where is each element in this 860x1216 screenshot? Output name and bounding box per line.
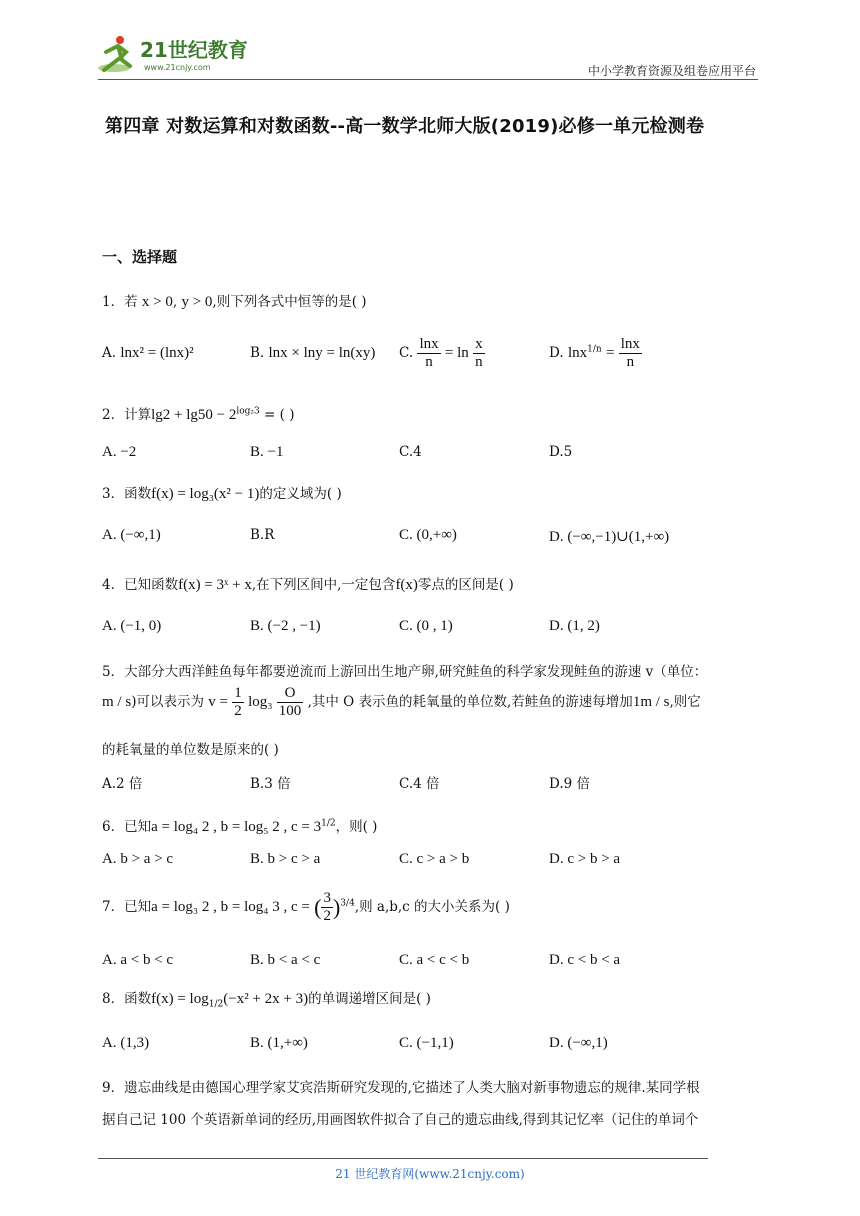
question-7-option-c: C. a < c < b bbox=[399, 952, 470, 968]
question-1-option-d: D. lnx$^{1/n}$ = $\frac{\ln x}{n}$ bbox=[549, 336, 640, 370]
section-heading: 一、选择题 bbox=[102, 248, 178, 266]
question-7-option-a: A. a < b < c bbox=[102, 952, 174, 968]
question-2-stem: 2．计算$\lg 2 + \lg 50 - 2^{log_23}$ = ( ) bbox=[102, 406, 295, 423]
question-5-option-a: A.2 倍 bbox=[102, 776, 143, 792]
question-5-option-b: B.3 倍 bbox=[250, 776, 291, 792]
question-1-option-b: B. lnx × lny = ln(xy) bbox=[250, 345, 376, 361]
question-5-line-3: 的耗氧量的单位数是原来的( ) bbox=[102, 742, 279, 758]
question-5-option-c: C.4 倍 bbox=[399, 776, 440, 792]
question-2-option-b: B. −1 bbox=[250, 444, 284, 460]
question-7-option-b: B. b < a < c bbox=[250, 952, 321, 968]
svg-text:www.21cnjy.com: www.21cnjy.com bbox=[144, 63, 211, 72]
footer-link[interactable]: 21 世纪教育网(www.21cnjy.com) bbox=[335, 1167, 525, 1181]
question-3-option-c: C. (0,+∞) bbox=[399, 527, 457, 543]
logo-graphic bbox=[92, 30, 262, 80]
logo bbox=[92, 30, 262, 80]
header-platform-text: 中小学教育资源及组卷应用平台 bbox=[587, 64, 756, 78]
question-8-option-b: B. (1,+∞) bbox=[250, 1035, 308, 1051]
question-3-option-a: A. (−∞,1) bbox=[102, 527, 161, 543]
question-5-line-2: m / s)可以表示为 v = $\frac{1}{2}$ log₃ $\frac{O}{100}$ ,其中 O 表示鱼的耗氧量的单位数,若鲑鱼的游速每增加1m / s,则它 bbox=[102, 685, 701, 719]
question-4-option-c: C. (0 , 1) bbox=[399, 618, 453, 634]
question-3-option-d: D. (−∞,−1)∪(1,+∞) bbox=[549, 529, 670, 545]
document-title: 第四章 对数运算和对数函数--高一数学北师大版(2019)必修一单元检测卷 bbox=[105, 116, 705, 137]
question-6-option-a: A. b > a > c bbox=[102, 851, 174, 867]
question-4-option-a: A. (−1, 0) bbox=[102, 618, 162, 634]
question-8-option-d: D. (−∞,1) bbox=[549, 1035, 608, 1051]
question-8-option-c: C. (−1,1) bbox=[399, 1035, 454, 1051]
question-9-line-2: 据自己记 100 个英语新单词的经历,用画图软件拟合了自己的遗忘曲线,得到其记忆率（记住的单词个 bbox=[102, 1112, 699, 1128]
question-5-option-d: D.9 倍 bbox=[549, 776, 591, 792]
question-2-option-a: A. −2 bbox=[102, 444, 137, 460]
question-4-option-d: D. (1, 2) bbox=[549, 618, 600, 634]
question-1-option-c: C. $\frac{\ln x}{n}$ = ln $\frac{x}{n}$ bbox=[399, 336, 483, 370]
question-1-option-a: A. lnx² = (lnx)² bbox=[102, 345, 194, 361]
question-6-option-b: B. b > c > a bbox=[250, 851, 321, 867]
svg-text:21世纪教育: 21世纪教育 bbox=[140, 38, 248, 62]
question-2-option-d: D.5 bbox=[549, 444, 573, 460]
header-divider bbox=[98, 79, 758, 80]
question-6-stem: 6．已知a = log₄ 2 , b = log₅ 2 , $c = 3^{1/2}$，则( ) bbox=[102, 818, 378, 835]
question-5-line-1: 5．大部分大西洋鲑鱼每年都要逆流而上游回出生地产卵,研究鲑鱼的科学家发现鲑鱼的游速 v（单位： bbox=[102, 664, 708, 680]
question-4-option-b: B. (−2 , −1) bbox=[250, 618, 321, 634]
question-1-stem: 1．若 x > 0, y > 0,则下列各式中恒等的是( ) bbox=[102, 294, 367, 310]
footer-divider bbox=[98, 1158, 708, 1159]
question-7-option-d: D. c < b < a bbox=[549, 952, 621, 968]
question-3-option-b: B.R bbox=[250, 527, 275, 543]
question-6-option-c: C. c > a > b bbox=[399, 851, 470, 867]
question-7-stem: 7．已知a = log₃ 2 , b = log₄ 3 , c = ( $\frac{3}{2}$ )$^{3/4}$,则 a,b,c 的大小关系为( ) bbox=[102, 890, 510, 924]
question-6-option-d: D. c > b > a bbox=[549, 851, 621, 867]
question-8-option-a: A. (1,3) bbox=[102, 1035, 150, 1051]
question-4-stem: 4．已知函数f(x) = 3ˣ + x,在下列区间中,一定包含f(x)零点的区间是( ) bbox=[102, 577, 514, 593]
question-2-option-c: C.4 bbox=[399, 444, 422, 460]
question-3-stem: 3．函数f(x) = log₃(x² − 1)的定义域为( ) bbox=[102, 486, 342, 502]
question-8-stem: 8．函数$f(x) = \log_{1/2}(-x^2 + 2x + 3)$的单调递增区间是( ) bbox=[102, 991, 431, 1010]
question-9-line-1: 9．遗忘曲线是由德国心理学家艾宾浩斯研究发现的,它描述了人类大脑对新事物遗忘的规律.某同学根 bbox=[102, 1080, 700, 1096]
